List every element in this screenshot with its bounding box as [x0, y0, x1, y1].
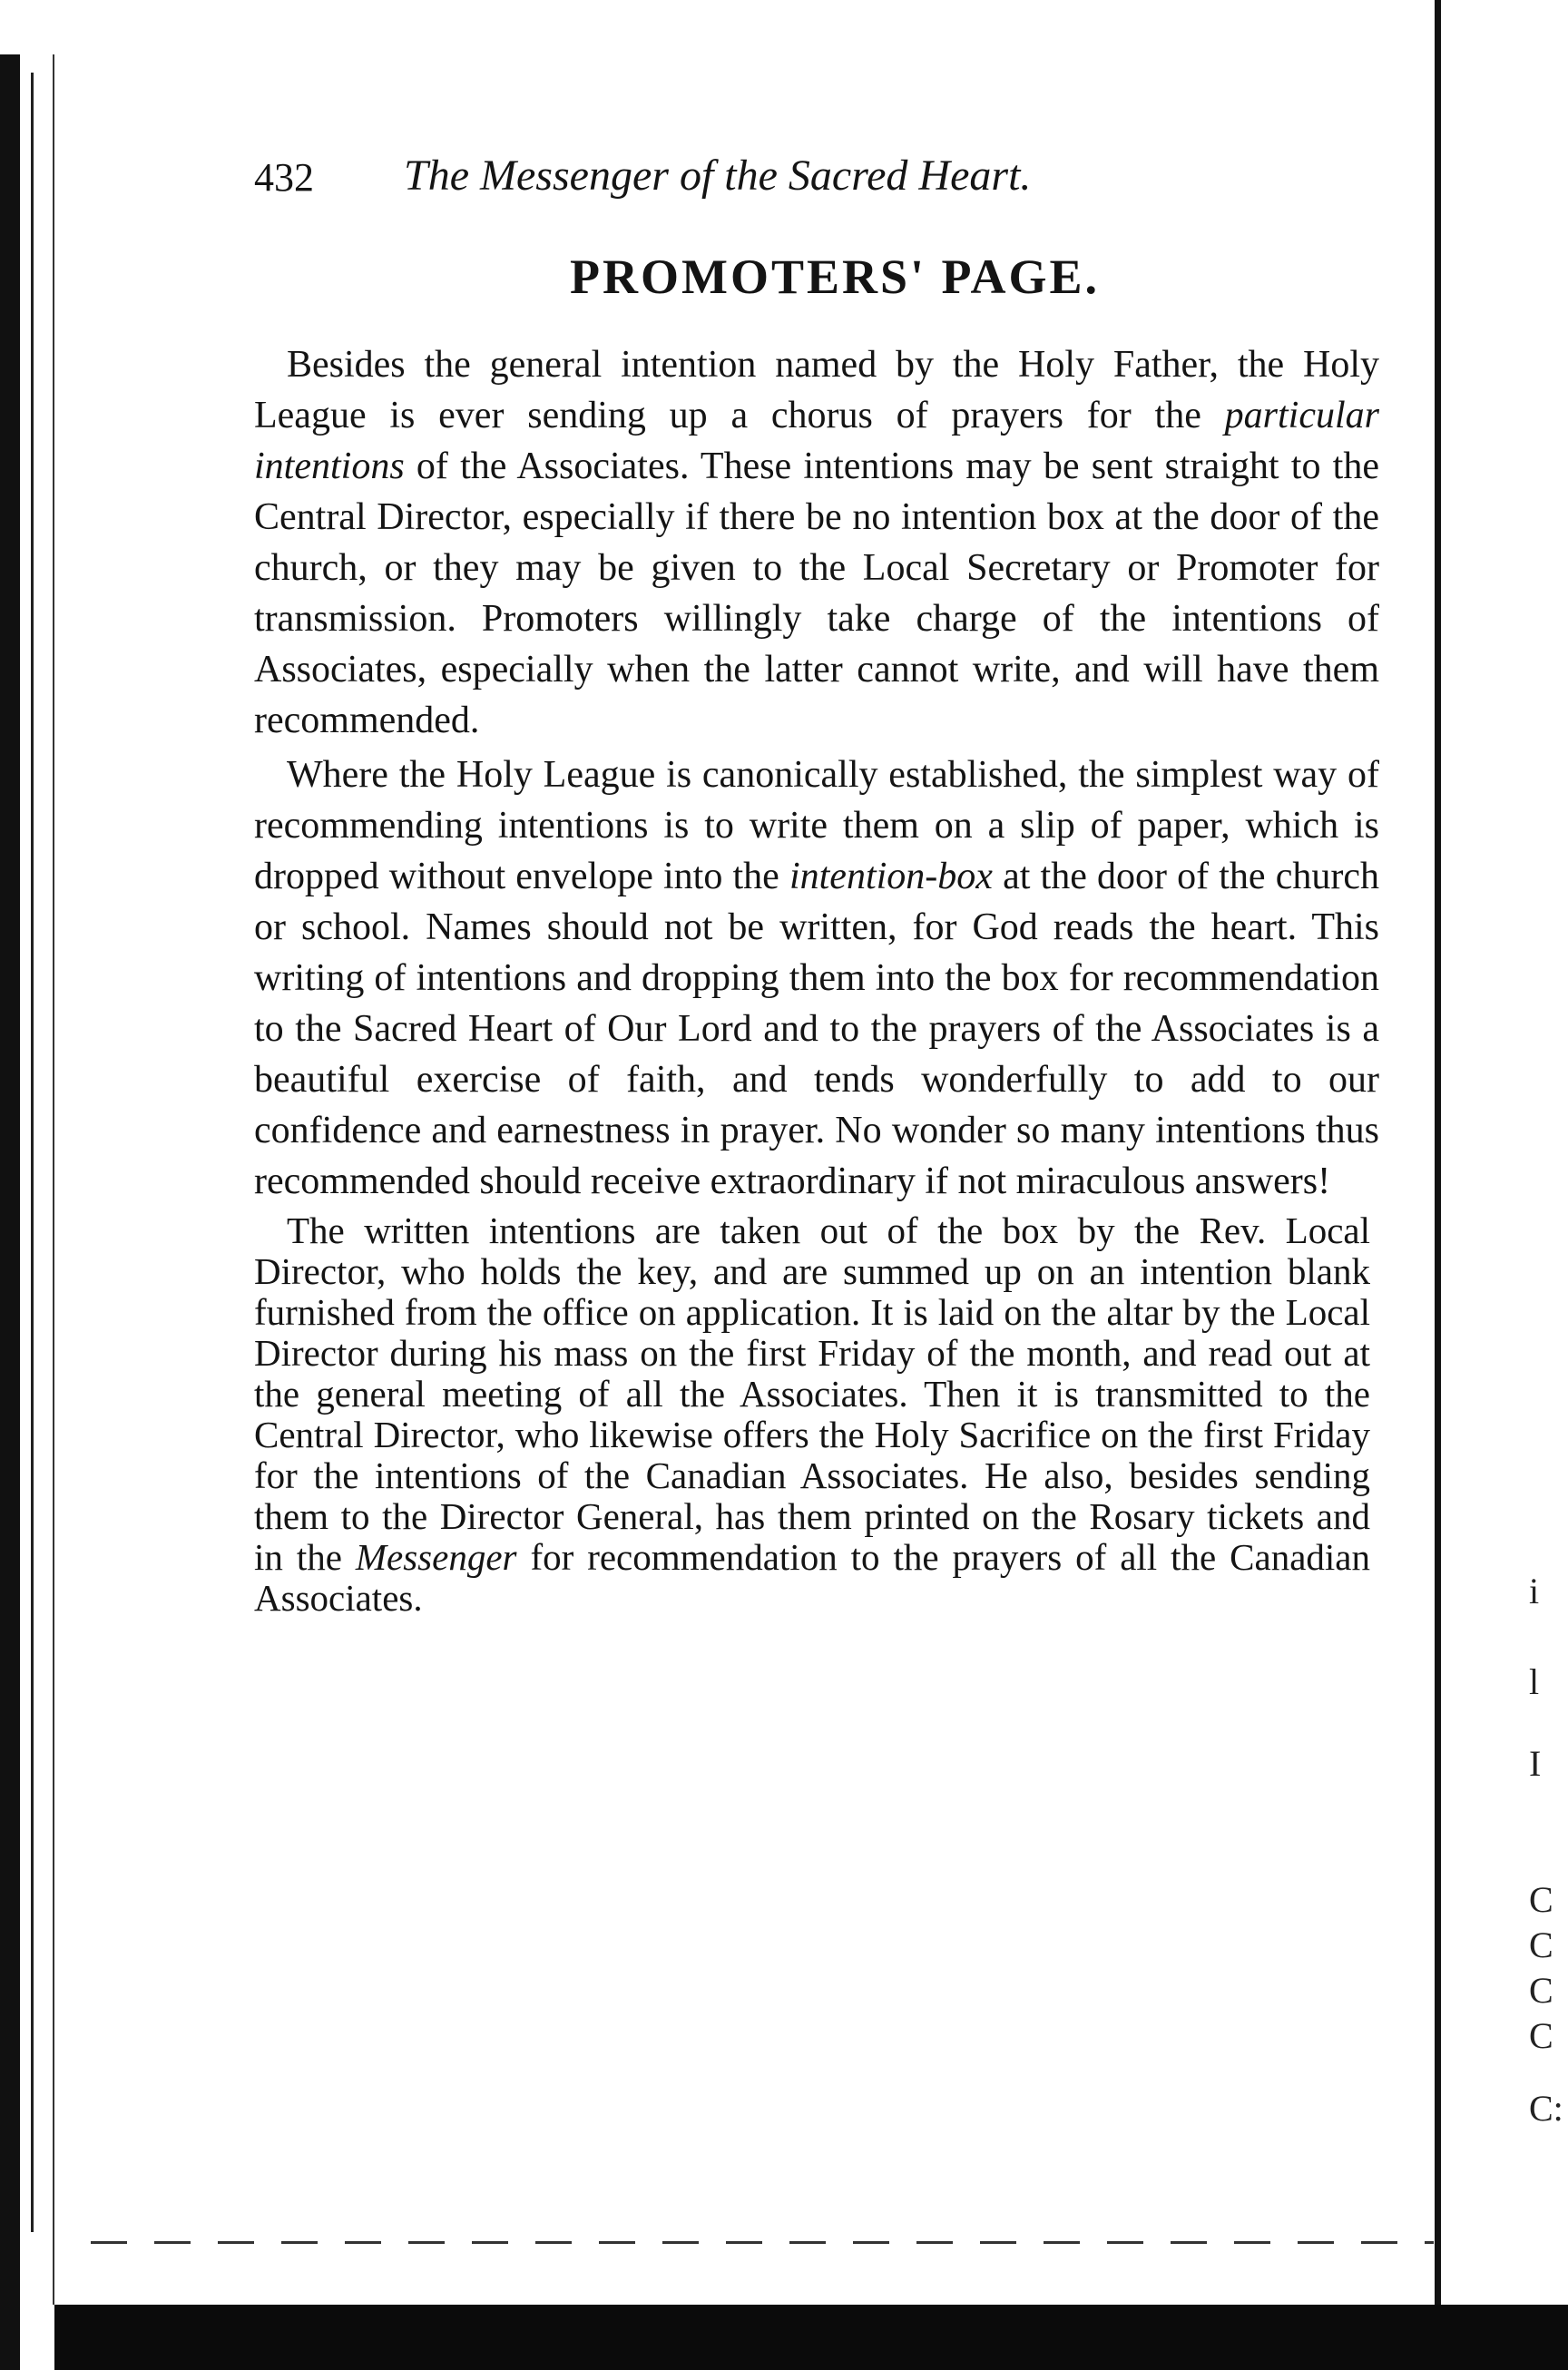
bottom-edge	[54, 2305, 1568, 2370]
page-number: 432	[254, 155, 314, 200]
next-page-sliver-3: I	[1529, 1743, 1542, 1784]
next-page-sliver-7: C	[1529, 2015, 1553, 2056]
paragraph-1	[254, 339, 1379, 746]
paragraph-3-text-a: The written intentions are taken out of the box by the Rev. Local Director, who holds the key, and are summed up on an intention blank furnished from the office on application. It is laid on the altar by the Local Director during his mass on the first Friday of the month, and read out at the general meeting of all the Associates. Then it is transmitted to the Central Director, who likewise offers the Holy Sacrifice on the first Friday for the intentions of the Canadian Associates. He also, besides sending them to the Director General, has them printed on the Rosary tickets and in the	[254, 1209, 1370, 1578]
next-page-sliver-1: i	[1529, 1571, 1540, 1611]
left-margin-line	[53, 54, 54, 2305]
journal-title: The Messenger of the Sacred Heart.	[404, 152, 1032, 200]
paragraph-3	[254, 1210, 1370, 1619]
left-binding-edge	[0, 54, 20, 2370]
paragraph-2	[254, 749, 1379, 1207]
paragraph-1-text-a: Besides the general intention named by the Holy Father, the Holy League is ever sending up a chorus of prayers for the	[254, 344, 1379, 436]
paragraph-2-text-c: at the door of the church or school. Names should not be written, for God reads the heart. This writing of intentions and dropping them into the box for recommendation to the Sacred Heart of Our Lord and to the prayers of the Associates is a beautiful exercise of faith, and tends wonderfully to add to our confidence and earnestness in prayer. No wonder so many intentions thus recommended should receive extraordinary if not miraculous answers!	[254, 856, 1379, 1202]
paragraph-2-text-a: Where the Holy League is canonically established, the simplest way of recommending intentions is to write them on a slip of paper, which is dropped without envelope into the	[254, 754, 1379, 897]
bottom-rule	[91, 2241, 1434, 2244]
next-page-sliver-6: C	[1529, 1970, 1553, 2011]
section-heading: PROMOTERS' PAGE.	[569, 250, 1101, 304]
paragraph-3-text-c: for recommendation to the prayers of all the Canadian Associates.	[254, 1536, 1370, 1619]
paragraph-1-text-c: of the Associates. These intentions may be sent straight to the Central Director, especially if there be no intention box at the door of the church, or they may be given to the Local Secretary or Promoter for transmission. Promoters willingly take charge of the intentions of Associates, especially when the latter cannot write, and will have them recommended.	[254, 446, 1379, 741]
right-page-edge	[1435, 0, 1441, 2305]
page-body	[254, 145, 1379, 1619]
running-head	[254, 145, 1379, 218]
next-page-sliver-2: l	[1529, 1661, 1540, 1702]
next-page-sliver-8: C:	[1529, 2088, 1563, 2129]
paragraph-2-italic: intention-box	[789, 856, 993, 897]
next-page-sliver-4: C	[1529, 1879, 1553, 1920]
next-page-sliver-5: C	[1529, 1924, 1553, 1965]
left-binding-line	[31, 73, 34, 2232]
paragraph-1-italic: particular intentions	[254, 395, 1379, 487]
paragraph-3-italic: Messenger	[355, 1536, 517, 1578]
